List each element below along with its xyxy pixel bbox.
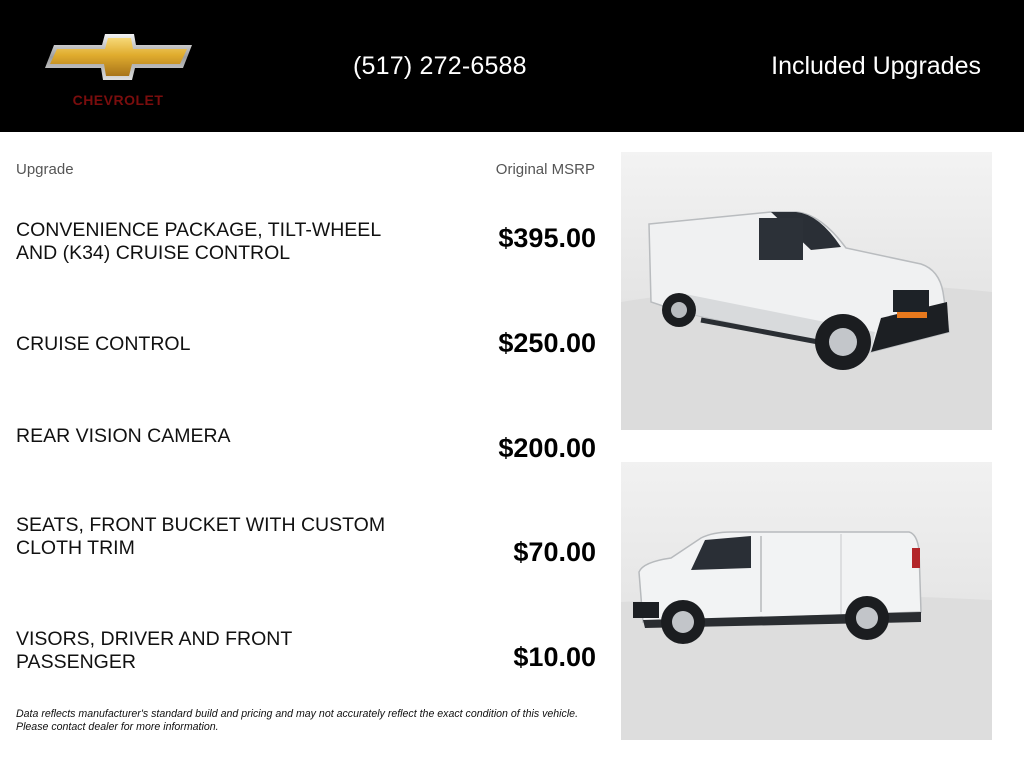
- svg-text:CHEVROLET: CHEVROLET: [72, 92, 164, 108]
- upgrade-row: [16, 424, 596, 484]
- upgrade-row: [16, 628, 596, 688]
- upgrade-row: [16, 514, 596, 574]
- header-bar: [0, 0, 1024, 132]
- upgrade-price: $250.00: [498, 328, 596, 358]
- chevrolet-logo[interactable]: [42, 30, 194, 110]
- van-photo-front[interactable]: [621, 152, 992, 430]
- upgrade-name: CONVENIENCE PACKAGE, TILT-WHEEL AND (K34) CRUISE CONTROL: [16, 219, 381, 264]
- upgrade-price: $70.00: [513, 537, 596, 567]
- upgrade-name: SEATS, FRONT BUCKET WITH CUSTOM CLOTH TRIM: [16, 514, 386, 559]
- upgrade-row: [16, 219, 596, 279]
- column-header-msrp: Original MSRP: [495, 161, 595, 178]
- upgrade-price: $10.00: [513, 642, 596, 672]
- page-title: Included Upgrades: [771, 52, 981, 80]
- upgrade-price: $395.00: [498, 223, 596, 253]
- upgrade-name: REAR VISION CAMERA: [16, 425, 231, 447]
- dealer-phone[interactable]: (517) 272-6588: [353, 52, 527, 80]
- upgrade-row: [16, 324, 596, 384]
- upgrade-name: CRUISE CONTROL: [16, 333, 191, 355]
- column-header-upgrade: Upgrade: [16, 161, 74, 178]
- pricing-disclaimer: Data reflects manufacturer's standard build and pricing and may not accurately reflect the exact condition of this vehicle. Please contact dealer for more information.: [16, 708, 579, 733]
- van-photo-side[interactable]: [621, 462, 992, 740]
- upgrade-name: VISORS, DRIVER AND FRONT PASSENGER: [16, 628, 292, 673]
- upgrade-price: $200.00: [498, 433, 596, 463]
